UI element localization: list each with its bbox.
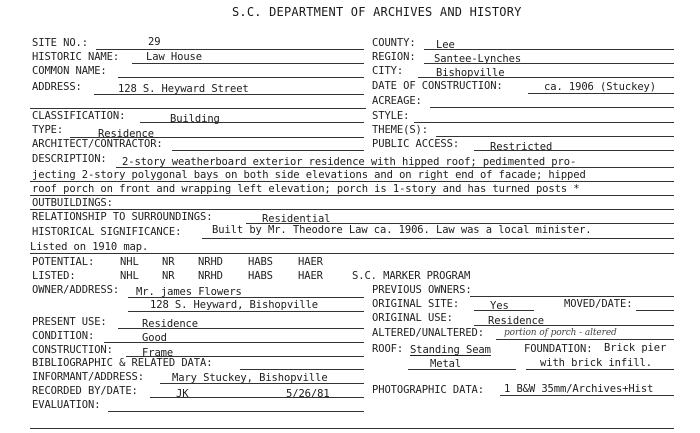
owner-label: OWNER/ADDRESS: (32, 284, 120, 296)
acreage-label: ACREAGE: (372, 95, 422, 107)
original-use-rule (474, 325, 674, 326)
owner-rule-2 (128, 311, 364, 312)
photographic-value: 1 B&W 35mm/Archives+Hist (504, 383, 654, 395)
significance-line-1: Built by Mr. Theodore Law ca. 1906. Law was a local minister. (212, 224, 592, 236)
description-rule-1 (116, 167, 674, 168)
style-rule (414, 122, 674, 123)
roof-label: ROOF: (372, 343, 404, 355)
listed-nr: NR (162, 270, 175, 282)
county-value: Lee (436, 39, 455, 51)
historic-name-label: HISTORIC NAME: (32, 51, 120, 63)
recorded-by-value: JK (176, 388, 189, 400)
altered-rule (496, 339, 674, 340)
recorded-rule (150, 397, 364, 398)
present-use-rule (118, 328, 364, 329)
moved-date-rule (636, 310, 674, 311)
outbuildings-rule (30, 209, 674, 210)
description-rule-3 (30, 195, 674, 196)
potential-nrhd: NRHD (198, 256, 223, 268)
foundation-label: FOUNDATION: (524, 343, 593, 355)
recorded-label: RECORDED BY/DATE: (32, 385, 138, 397)
significance-line-2: Listed on 1910 map. (30, 241, 149, 253)
foundation-line-2: with brick infill. (540, 357, 652, 369)
themes-label: THEME(S): (372, 124, 428, 136)
site-no-rule (96, 49, 364, 50)
classification-label: CLASSIFICATION: (32, 110, 126, 122)
previous-owners-rule (470, 296, 674, 297)
construction-label: CONSTRUCTION: (32, 344, 113, 356)
altered-value: portion of porch - altered (504, 328, 617, 338)
potential-haer: HAER (298, 256, 323, 268)
present-use-value: Residence (142, 318, 198, 330)
previous-owners-label: PREVIOUS OWNERS: (372, 284, 472, 296)
historic-name-rule (132, 63, 364, 64)
address-label: ADDRESS: (32, 81, 82, 93)
public-access-label: PUBLIC ACCESS: (372, 138, 460, 150)
classification-value: Building (170, 113, 220, 125)
outbuildings-label: OUTBUILDINGS: (32, 197, 113, 209)
common-name-rule (118, 77, 364, 78)
marker-program-label: S.C. MARKER PROGRAM (352, 270, 471, 282)
owner-line-2: 128 S. Heyward, Bishopville (150, 299, 318, 311)
site-no-value: 29 (148, 36, 161, 48)
construction-value: Frame (142, 347, 174, 359)
listed-label: LISTED: (32, 270, 76, 282)
foundation-line-1: Brick pier (604, 342, 667, 354)
listed-nhl: NHL (120, 270, 139, 282)
roof-rule (408, 369, 516, 370)
potential-nr: NR (162, 256, 175, 268)
altered-label: ALTERED/UNALTERED: (372, 327, 484, 339)
bottom-rule (30, 428, 674, 429)
foundation-rule (526, 369, 674, 370)
type-label: TYPE: (32, 124, 64, 136)
region-label: REGION: (372, 51, 416, 63)
description-line-2: jecting 2-story polygonal bays on both side elevations and on right end of facade; hipped (32, 169, 586, 181)
region-value: Santee-Lynches (434, 53, 522, 65)
site-no-label: SITE NO.: (32, 37, 88, 49)
owner-line-1: Mr. james Flowers (136, 286, 242, 298)
original-site-label: ORIGINAL SITE: (372, 298, 460, 310)
county-label: COUNTY: (372, 37, 416, 49)
public-access-value: Restricted (490, 141, 553, 153)
date-construction-label: DATE OF CONSTRUCTION: (372, 80, 503, 92)
owner-rule-1 (128, 297, 364, 298)
significance-rule-1 (202, 238, 674, 239)
section-divider (30, 108, 366, 109)
themes-rule (436, 136, 674, 137)
date-construction-rule (528, 93, 674, 94)
informant-rule (160, 383, 364, 384)
original-use-value: Residence (488, 315, 544, 327)
condition-value: Good (142, 332, 167, 344)
address-rule (94, 94, 364, 95)
city-rule (418, 77, 674, 78)
style-label: STYLE: (372, 110, 410, 122)
condition-rule (104, 342, 364, 343)
date-construction-value: ca. 1906 (Stuckey) (544, 81, 656, 93)
informant-label: INFORMANT/ADDRESS: (32, 371, 144, 383)
original-site-rule (474, 310, 534, 311)
address-value: 128 S. Heyward Street (118, 83, 249, 95)
architect-rule (172, 150, 364, 151)
city-label: CITY: (372, 65, 404, 77)
photographic-rule (500, 395, 674, 396)
photographic-label: PHOTOGRAPHIC DATA: (372, 384, 484, 396)
evaluation-label: EVALUATION: (32, 399, 101, 411)
description-label: DESCRIPTION: (32, 153, 107, 165)
evaluation-rule (108, 411, 364, 412)
description-rule-2 (30, 181, 674, 182)
description-line-3: roof porch on front and wrapping left elevation; porch is 1-story and has turned posts * (32, 183, 580, 195)
biblio-label: BIBLIOGRAPHIC & RELATED DATA: (32, 357, 213, 369)
potential-nhl: NHL (120, 256, 139, 268)
listed-nrhd: NRHD (198, 270, 223, 282)
recorded-date-value: 5/26/81 (286, 388, 330, 400)
relationship-label: RELATIONSHIP TO SURROUNDINGS: (32, 211, 213, 223)
potential-label: POTENTIAL: (32, 256, 95, 268)
listed-haer: HAER (298, 270, 323, 282)
city-value: Bishopville (436, 67, 505, 79)
present-use-label: PRESENT USE: (32, 316, 107, 328)
form-title: S.C. DEPARTMENT OF ARCHIVES AND HISTORY (232, 5, 522, 19)
type-value: Residence (98, 128, 154, 140)
common-name-label: COMMON NAME: (32, 65, 107, 77)
acreage-rule (430, 107, 674, 108)
listed-habs: HABS (248, 270, 273, 282)
architect-label: ARCHITECT/CONTRACTOR: (32, 138, 163, 150)
roof-line-1: Standing Seam (410, 344, 491, 356)
condition-label: CONDITION: (32, 330, 95, 342)
classification-rule (140, 122, 364, 123)
informant-value: Mary Stuckey, Bishopville (172, 372, 328, 384)
public-access-rule (474, 150, 674, 151)
significance-label: HISTORICAL SIGNIFICANCE: (32, 226, 182, 238)
potential-habs: HABS (248, 256, 273, 268)
significance-rule-2 (30, 253, 674, 254)
historic-name-value: Law House (146, 51, 202, 63)
relationship-value: Residential (262, 213, 331, 225)
roof-line-2: Metal (430, 358, 462, 370)
description-line-1: 2-story weatherboard exterior residence with hipped roof; pedimented pro- (122, 156, 577, 168)
county-rule (424, 49, 674, 50)
biblio-rule (240, 369, 364, 370)
original-site-value: Yes (490, 300, 509, 312)
moved-date-label: MOVED/DATE: (564, 298, 633, 310)
region-rule (424, 63, 674, 64)
original-use-label: ORIGINAL USE: (372, 312, 453, 324)
